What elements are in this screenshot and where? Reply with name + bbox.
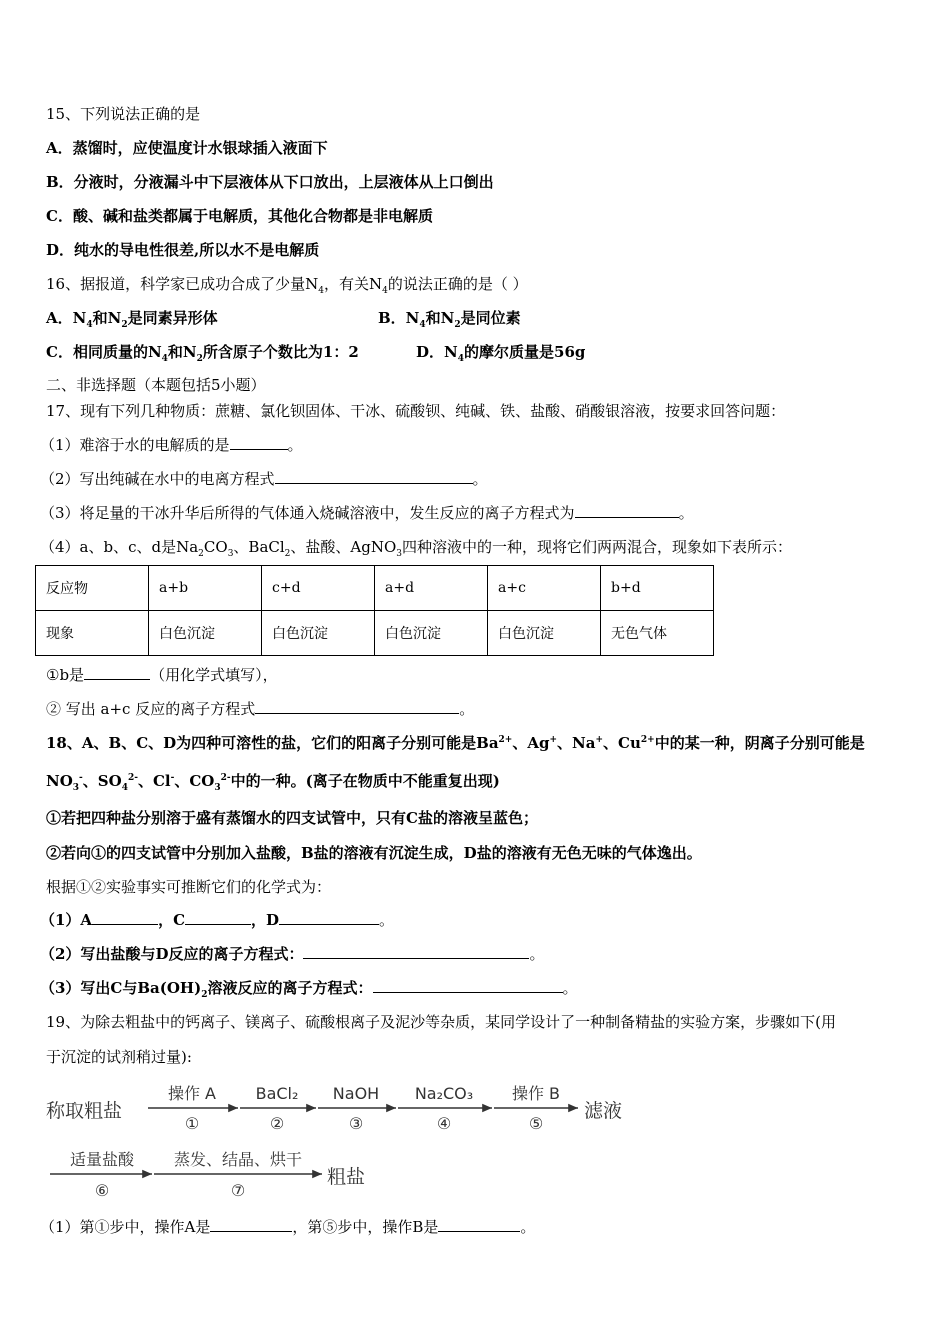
q16-stem [46, 274, 528, 294]
q18-sub: 3 [72, 783, 80, 793]
answer-blank[interactable] [438, 1217, 520, 1232]
q19-p1-end: 。 [520, 1218, 536, 1236]
q16-sub: 2 [454, 320, 461, 330]
q18-p1-end: 。 [379, 911, 395, 929]
q18-condition2: ②若向①的四支试管中分别加入盐酸，B盐的溶液有沉淀生成，D盐的溶液有无色无味的气体逸出。 [46, 844, 702, 862]
answer-blank[interactable] [92, 910, 158, 925]
flow-step-number: ① [184, 1114, 200, 1133]
q17-p4-sub: 2 [284, 549, 291, 559]
flow-step-label: 蒸发、结晶、烘干 [173, 1150, 303, 1169]
flow-step-number: ② [269, 1114, 285, 1133]
q18-p3-end: 。 [562, 979, 578, 997]
q17-p4-text: 四种溶液中的一种，现将它们两两混合，现象如下表所示： [402, 538, 793, 556]
q19-line1: 19、为除去粗盐中的钙离子、镁离子、硫酸根离子及泥沙等杂质，某同学设计了一种制备精盐的实验方案，步骤如下(用 [46, 1013, 836, 1031]
q16-sub: 4 [419, 320, 426, 330]
q19-p1-text: ，第⑤步中，操作B是 [292, 1218, 439, 1236]
table-cell: 白色沉淀 [262, 611, 375, 656]
q18-text: 、Ag [512, 734, 550, 752]
q18-intro: 根据①②实验事实可推断它们的化学式为： [46, 878, 332, 896]
answer-blank[interactable] [279, 910, 379, 925]
flow-step-number: ④ [436, 1114, 452, 1133]
q17-sub2 [46, 699, 474, 719]
q16-sub: 2 [121, 320, 128, 330]
q18-text: 、Na [557, 734, 596, 752]
q16-c-mid: 和N [167, 343, 197, 361]
table-header-cell: a+c [488, 566, 601, 611]
q15-option-a: A．蒸馏时，应使温度计水银球插入液面下 [46, 139, 328, 157]
q15-option-d: D．纯水的导电性很差,所以水不是电解质 [46, 241, 320, 259]
q18-p1-text: ，C [158, 911, 186, 929]
q16-b-pre: B．N [378, 309, 420, 327]
q16-option-b [378, 308, 521, 328]
flow-filtrate-label: 滤液 [584, 1100, 623, 1122]
q16-sub: 4 [318, 286, 324, 296]
q18-line2 [46, 771, 500, 791]
q18-text: NO [46, 772, 73, 790]
q18-line1 [46, 733, 865, 753]
table-header-cell: 反应物 [36, 566, 149, 611]
q19-p1-text: （1）第①步中，操作A是 [40, 1218, 211, 1236]
q18-text: 中的某一种，阴离子分别可能是 [654, 734, 865, 752]
flow-step-number: ⑤ [528, 1114, 544, 1133]
q17-p3-end: 。 [678, 504, 694, 522]
q15-stem: 15、下列说法正确的是 [46, 105, 201, 123]
table-row [36, 611, 714, 656]
q17-p4-text: （4）a、b、c、d是Na [40, 538, 199, 556]
procedure-flowchart [44, 1075, 644, 1205]
q17-p1-end: 。 [287, 436, 303, 454]
q18-p2-end: 。 [529, 945, 545, 963]
answer-blank[interactable] [255, 699, 459, 714]
q16-a-post: 是同素异形体 [127, 309, 218, 327]
q18-text: 中的一种。(离子在物质中不能重复出现) [230, 772, 500, 790]
q16-a-mid: 和N [92, 309, 122, 327]
q18-sub: 3 [214, 783, 221, 793]
answer-blank[interactable] [230, 435, 288, 450]
q16-c-post: 所含原子个数比为1：2 [202, 343, 359, 361]
q16-b-mid: 和N [425, 309, 455, 327]
q18-p2-text: （2）写出盐酸与D反应的离子方程式： [40, 945, 304, 963]
q16-d-pre: D．N [416, 343, 458, 361]
q16-sub: 4 [86, 320, 93, 330]
section-heading: 二、非选择题（本题包括5小题） [46, 376, 266, 394]
table-header-cell: b+d [601, 566, 714, 611]
reaction-table [35, 565, 714, 656]
q16-b-post: 是同位素 [460, 309, 521, 327]
q17-p4-sub: 3 [227, 549, 234, 559]
table-cell: 白色沉淀 [149, 611, 262, 656]
flow-step-number: ⑦ [230, 1181, 246, 1200]
q16-option-c [46, 342, 359, 362]
q16-a-pre: A．N [46, 309, 87, 327]
q18-p1-text: ，D [251, 911, 280, 929]
q17-p2-text: （2）写出纯碱在水中的电离方程式 [40, 470, 275, 488]
q17-part2 [40, 469, 488, 489]
q16-sub: 4 [382, 286, 388, 296]
q16-stem-pre: 16、据报道，科学家已成功合成了少量N [46, 275, 319, 293]
q15-option-c: C．酸、碱和盐类都属于电解质，其他化合物都是非电解质 [46, 207, 433, 225]
q17-part3 [40, 503, 694, 523]
q18-text: 、Cl [137, 772, 171, 790]
q17-s2-text: ② 写出 a+c 反应的离子方程式 [46, 700, 256, 718]
q16-c-pre: C．相同质量的N [46, 343, 162, 361]
table-cell: 无色气体 [601, 611, 714, 656]
flow-start-label: 称取粗盐 [46, 1100, 123, 1122]
answer-blank[interactable] [303, 944, 529, 959]
answer-blank[interactable] [185, 910, 251, 925]
q16-sub: 4 [161, 354, 168, 364]
q18-sub: 4 [121, 783, 128, 793]
q17-p3-text: （3）将足量的干冰升华后所得的气体通入烧碱溶液中，发生反应的离子方程式为 [40, 504, 575, 522]
q18-text: 、Cu [603, 734, 641, 752]
answer-blank[interactable] [275, 469, 473, 484]
q18-sup: - [79, 773, 83, 783]
flow-step-label: 适量盐酸 [69, 1150, 135, 1169]
answer-blank[interactable] [84, 665, 150, 680]
table-cell: 白色沉淀 [488, 611, 601, 656]
q18-text: 18、A、B、C、D为四种可溶性的盐，它们的阳离子分别可能是Ba [46, 734, 499, 752]
flow-step-label: NaOH [332, 1084, 380, 1103]
q18-condition1: ①若把四种盐分别溶于盛有蒸馏水的四支试管中，只有C盐的溶液呈蓝色； [46, 809, 538, 827]
answer-blank[interactable] [210, 1217, 292, 1232]
q17-stem: 17、现有下列几种物质：蔗糖、氯化钡固体、干冰、硫酸钡、纯碱、铁、盐酸、硝酸银溶液，按要求回答问题： [46, 402, 786, 420]
q17-p1-text: （1）难溶于水的电解质的是 [40, 436, 230, 454]
q17-p2-end: 。 [472, 470, 488, 488]
table-row [36, 566, 714, 611]
q18-sup: + [595, 735, 604, 745]
table-cell: 白色沉淀 [375, 611, 488, 656]
q17-p4-text: 、BaCl [233, 538, 285, 556]
answer-blank[interactable] [575, 503, 679, 518]
q18-text: 、CO [174, 772, 215, 790]
q18-p3-text: （3）写出C与Ba(OH) [40, 979, 202, 997]
q16-sub: 2 [196, 354, 203, 364]
q16-stem-post: 的说法正确的是（ ） [387, 275, 528, 293]
q17-part4 [40, 537, 792, 557]
q16-sub: 4 [457, 354, 464, 364]
table-cell: 现象 [36, 611, 149, 656]
answer-blank[interactable] [373, 978, 563, 993]
q18-text: 、SO [82, 772, 122, 790]
q17-s2-end: 。 [459, 700, 475, 718]
flow-end-label: 粗盐 [327, 1166, 366, 1188]
q19-part1 [40, 1217, 535, 1237]
q18-part1 [40, 910, 394, 930]
q17-s1-text: ①b是 [46, 666, 85, 684]
table-header-cell: c+d [262, 566, 375, 611]
flow-step-label: Na₂CO₃ [414, 1084, 474, 1103]
q16-option-d [416, 342, 585, 362]
q17-p4-text: 、盐酸、AgNO [290, 538, 397, 556]
flow-step-number: ⑥ [94, 1181, 110, 1200]
q16-d-post: 的摩尔质量是56g [464, 343, 586, 361]
q17-p4-sub: 3 [396, 549, 402, 559]
q18-p3-text: 溶液反应的离子方程式： [207, 979, 373, 997]
q18-sup: + [549, 735, 558, 745]
q17-p4-text: CO [203, 538, 228, 556]
q18-sup: 2+ [498, 735, 513, 745]
q18-sup: - [170, 773, 175, 783]
q18-sup: 2- [127, 773, 138, 783]
table-header-cell: a+b [149, 566, 262, 611]
flow-step-label: BaCl₂ [255, 1084, 299, 1103]
q18-sup: 2- [220, 773, 231, 783]
table-header-cell: a+d [375, 566, 488, 611]
q17-p4-sub: 2 [198, 549, 204, 559]
q19-line2: 于沉淀的试剂稍过量): [46, 1048, 192, 1066]
q18-part2 [40, 944, 544, 964]
q18-p3-sub: 2 [201, 990, 208, 1000]
flow-step-number: ③ [348, 1114, 364, 1133]
q16-stem-mid: ，有关N [323, 275, 383, 293]
q17-s1-end: （用化学式填写）， [150, 666, 278, 684]
q17-sub1 [46, 665, 278, 685]
q15-option-b: B．分液时，分液漏斗中下层液体从下口放出，上层液体从上口倒出 [46, 173, 494, 191]
q18-sup: 2+ [640, 735, 655, 745]
flow-step-label: 操作 B [511, 1084, 561, 1103]
q18-p1-text: （1）A [40, 911, 93, 929]
q16-option-a [46, 308, 218, 328]
q18-part3 [40, 978, 578, 998]
q17-part1 [40, 435, 303, 455]
flow-step-label: 操作 A [167, 1084, 217, 1103]
